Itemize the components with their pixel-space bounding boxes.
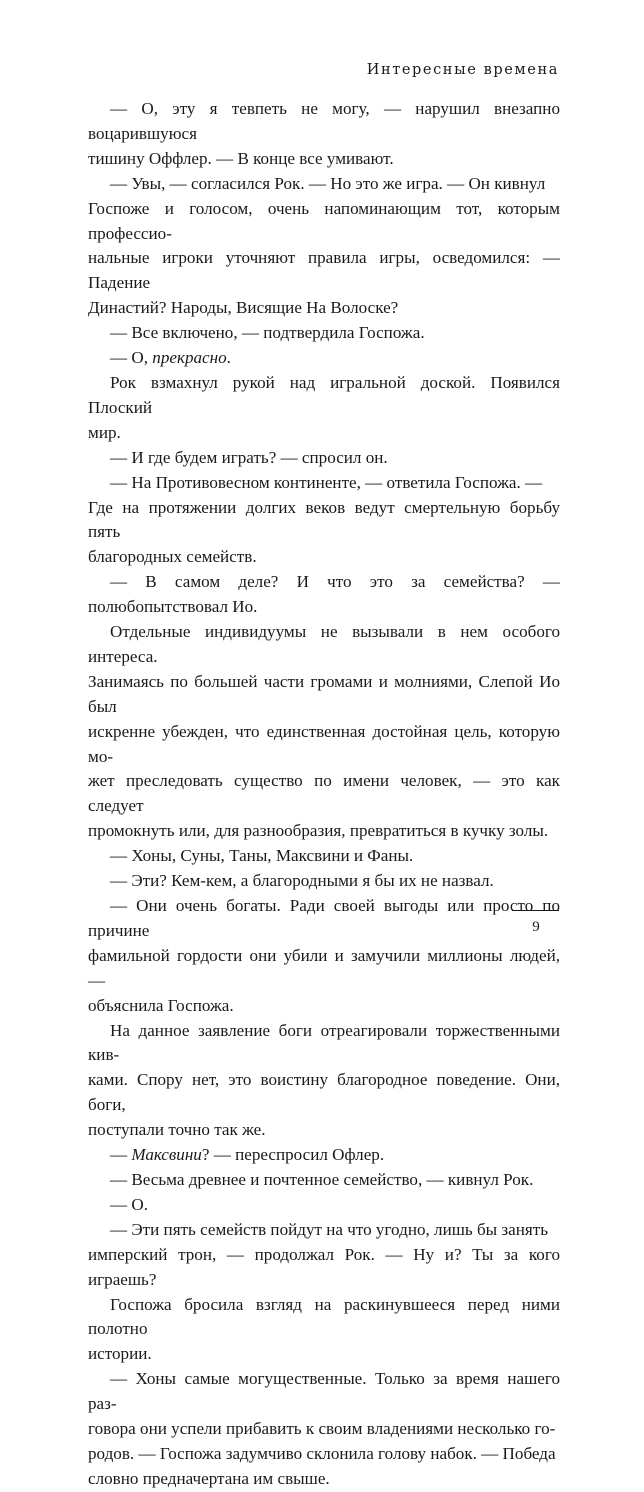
italic-word: прекрасно — [152, 348, 227, 368]
paragraph: — Хоны самые могущественные. Только за время нашего раз- говора они успели прибавить к своим владениями несколько го- родов. — Госпожа задумчиво склонила голову набок. — Победа словно предначертана им свыше. — [88, 1369, 560, 1488]
paragraph: — В самом деле? И что это за семейства? — полюбопытствовал Ио. — [88, 572, 560, 617]
paragraph: — На Противовесном континенте, — ответила Госпожа. — Где на протяжении долгих веков ведут смертельную борьбу пять благородных семейств. — [88, 472, 560, 567]
running-head: Интересные времена — [366, 62, 559, 78]
paragraph: — Увы, — согласился Рок. — Но это же игра. — Он кивнул Госпоже и голосом, очень напоминающим тот, которым профессио- нальные игроки уточняют правила игры, осведомился: — Падение Династий? Народы, Висящие На Волоске? — [88, 173, 560, 318]
paragraph: Госпожа бросила взгляд на раскинувшееся перед ними полотно истории. — [88, 1294, 560, 1364]
body-text — [88, 97, 560, 1492]
paragraph: — Все включено, — подтвердила Госпожа. — [110, 323, 425, 343]
paragraph: — О, эту я тевпеть не могу, — нарушил внезапно воцарившуюся тишину Оффлер. — В конце все умивают. — [88, 99, 560, 168]
footer-rule — [512, 910, 559, 911]
paragraph: — Эти пять семейств пойдут на что угодно, лишь бы занять имперский трон, — продолжал Рок. — Ну и? Ты за кого играешь? — [88, 1219, 560, 1289]
paragraph: — Хоны, Суны, Таны, Максвини и Фаны. — [110, 846, 414, 866]
paragraph: — Эти? Кем-кем, а благородными я бы их не назвал. — [110, 871, 494, 891]
paragraph: Отдельные индивидуумы не вызывали в нем особого интереса. Занимаясь по большей части громами и молниями, Слепой Ио был искренне убежден, что единственная достойная цель, которую мо- жет преследовать существо по имени человек, — это как следует промокнуть или, для разнообразия, превратиться в кучку золы. — [88, 622, 560, 841]
paragraph: — Весьма древнее и почтенное семейство, — кивнул Рок. — [110, 1169, 534, 1189]
paragraph: — О. — [110, 1194, 148, 1214]
page-number: 9 — [532, 919, 540, 935]
paragraph: На данное заявление боги отреагировали торжественными кив- ками. Спору нет, это воистину благородное поведение. Они, боги, поступали точно так же. — [88, 1020, 560, 1140]
paragraph: — И где будем играть? — спросил он. — [110, 447, 388, 467]
paragraph: — О, прекрасно. — [110, 348, 231, 368]
paragraph: — Они очень богаты. Ради своей выгоды или просто по причине фамильной гордости они убили и замучили миллионы людей, — объяснила Госпожа. — [88, 896, 560, 1015]
paragraph: — Максвини? — переспросил Офлер. — [110, 1145, 385, 1165]
italic-word: Максвини — [131, 1145, 202, 1165]
paragraph: Рок взмахнул рукой над игральной доской. Появился Плоский мир. — [88, 372, 560, 442]
